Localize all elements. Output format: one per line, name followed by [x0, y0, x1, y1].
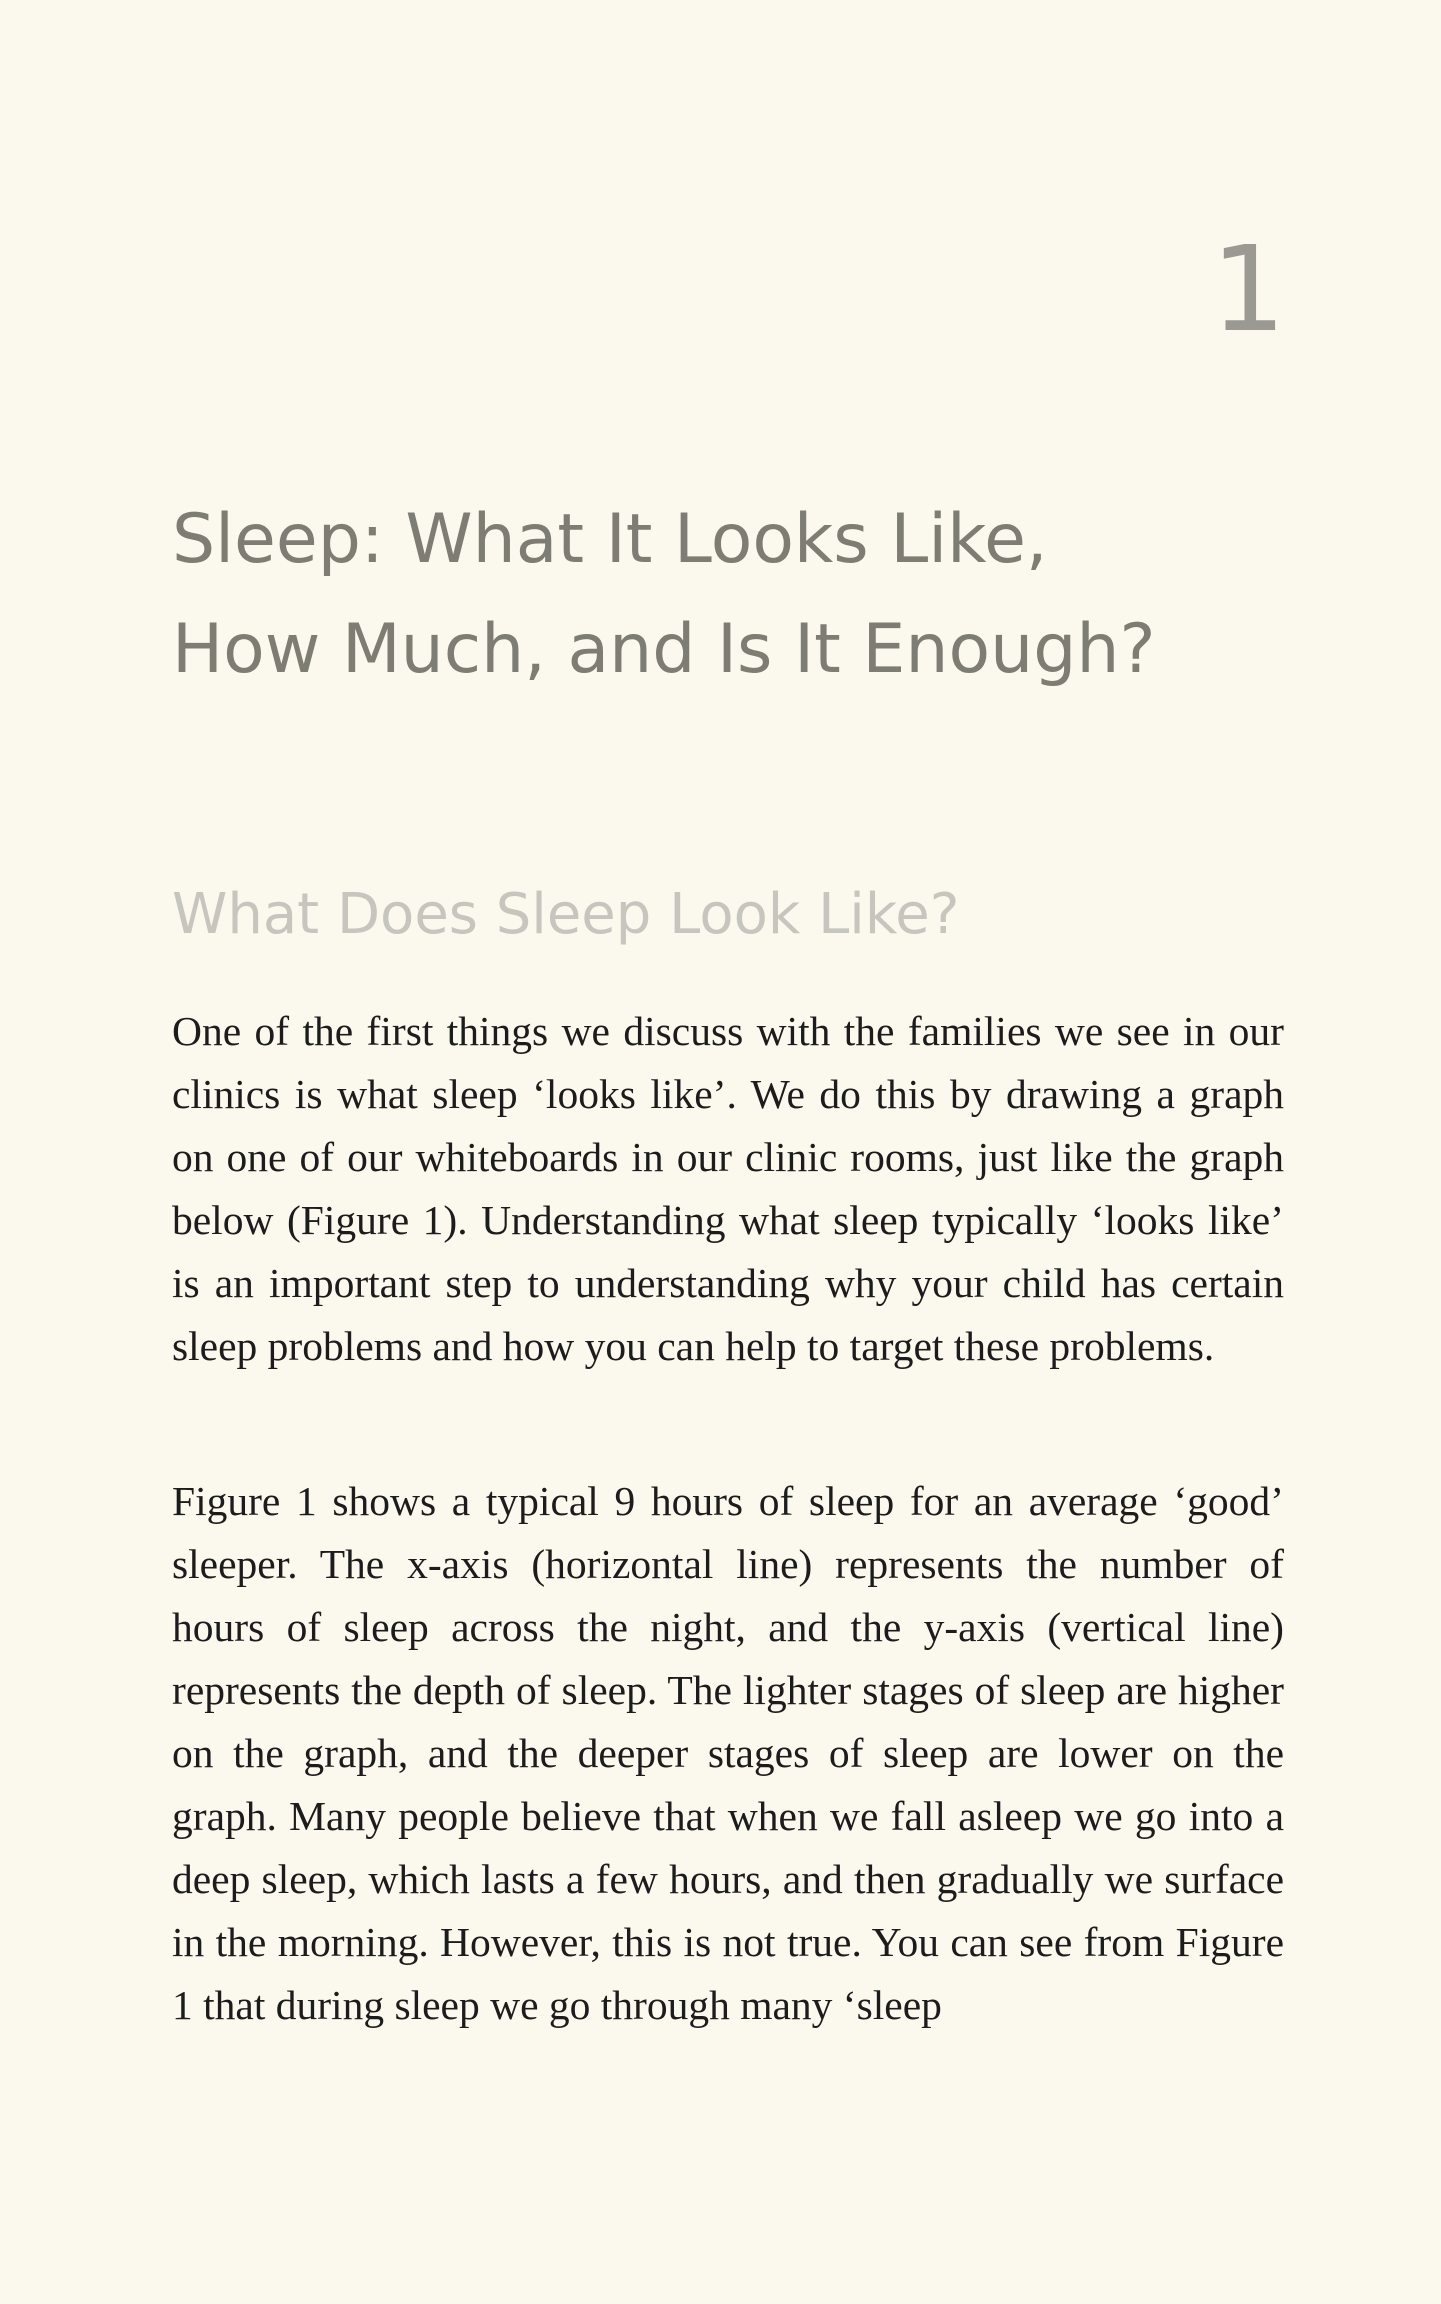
body-paragraph-2: Figure 1 shows a typical 9 hours of sleep for an average ‘good’ sleeper. The x-axis (horizontal line) represents the number of hours of sleep across the night, and the y-axis (vertical line) represents the depth of sleep. The lighter stages of sleep are higher on the graph, and the deeper stages of sleep are lower on the graph. Many people believe that when we fall asleep we go into a deep sleep, which lasts a few hours, and then gradually we surface in the morning. However, this is not true. You can see from Figure 1 that during sleep we go through many ‘sleep: [172, 1478, 1284, 2028]
chapter-title-line-2: How Much, and Is It Enough?: [172, 610, 1156, 689]
chapter-title-line-1: Sleep: What It Looks Like,: [172, 500, 1048, 579]
chapter-number: 1: [1210, 220, 1286, 358]
body-paragraph-1: One of the first things we discuss with the families we see in our clinics is what sleep ‘looks like’. We do this by drawing a graph on one of our whiteboards in our clinic rooms, just like the graph below (Figure 1). Understanding what sleep typically ‘looks like’ is an important step to understanding why your child has certain sleep problems and how you can help to target these problems.: [172, 1008, 1284, 1369]
chapter-title: [172, 485, 1292, 705]
section-heading: What Does Sleep Look Like?: [172, 882, 960, 947]
